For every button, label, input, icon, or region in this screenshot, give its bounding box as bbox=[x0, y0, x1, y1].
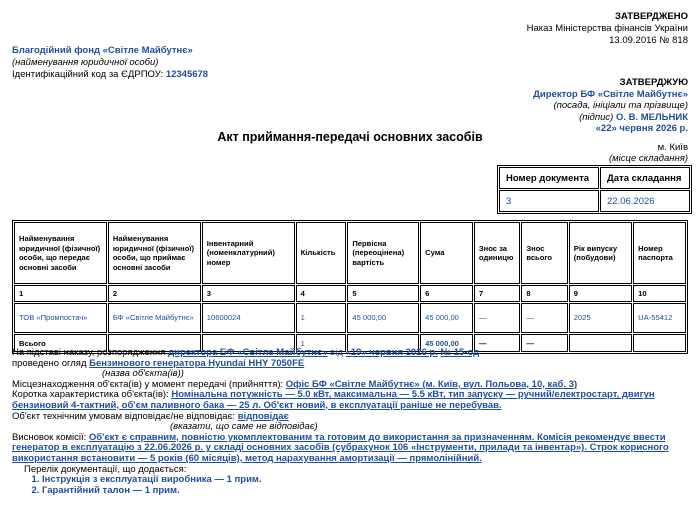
basis-date: «19» червня 2026 р. bbox=[345, 347, 438, 358]
condition-line bbox=[12, 412, 692, 423]
approval-stamp bbox=[527, 11, 688, 47]
column-number: 5 bbox=[347, 285, 419, 302]
signature-caption: (підпис) bbox=[579, 111, 614, 123]
column-number: 9 bbox=[569, 285, 632, 302]
basis-who: директора БФ «Світле Майбутнє» bbox=[168, 347, 328, 358]
column-number: 10 bbox=[633, 285, 686, 302]
row-wear-unit: — bbox=[474, 303, 520, 333]
date-header: Дата складання bbox=[600, 167, 690, 189]
document-city-caption: (місце складання) bbox=[609, 153, 688, 164]
docs-title: Перелік документації, що додається: bbox=[24, 463, 187, 475]
row-sender: ТОВ «Промпостач» bbox=[14, 303, 107, 333]
number-header: Номер документа bbox=[499, 167, 599, 189]
document-title: Акт приймання-передачі основних засобів bbox=[217, 130, 483, 144]
basis-prefix: На підставі наказу, розпорядження bbox=[12, 347, 166, 358]
approved-order: Наказ Міністерства фінансів України bbox=[526, 23, 688, 34]
organization-code: 12345678 bbox=[165, 69, 209, 80]
condition-value: відповідає bbox=[237, 410, 289, 422]
total-quantity: 1 bbox=[296, 334, 347, 352]
row-passport: UA-55412 bbox=[633, 303, 686, 333]
conclusion-text-3: використання встановити — 5 років (60 місяців), метод нарахування амортизації — прямолінійний. bbox=[12, 452, 482, 464]
row-receiver: БФ «Світле Майбутнє» bbox=[108, 303, 201, 333]
organization-code-label: Ідентифікаційний код за ЄДРПОУ: bbox=[12, 69, 164, 80]
total-sum: 45 000,00 bbox=[420, 334, 473, 352]
location-value: Офіс БФ «Світле Майбутнє» (м. Київ, вул. Польова, 10, каб. 3) bbox=[285, 378, 578, 390]
table-header: Кількість bbox=[296, 222, 347, 284]
confirm-block bbox=[533, 77, 688, 135]
object-caption: (назва об'єкта(ів)) bbox=[102, 368, 184, 380]
row-wear-total: — bbox=[521, 303, 567, 333]
place-block bbox=[609, 142, 688, 164]
table-header: Інвентарний (номенклатурний) номер bbox=[202, 222, 295, 284]
column-number: 8 bbox=[521, 285, 567, 302]
document-number-table bbox=[497, 165, 692, 214]
basis-from: від bbox=[330, 347, 343, 358]
confirm-position-caption: (посада, ініціали та прізвище) bbox=[553, 100, 688, 111]
assets-table bbox=[12, 220, 688, 354]
spec-text-1: Номінальна потужність — 5.0 кВт, максимальна — 5.5 кВт, тип запуску — ручний/електростарт, двигун bbox=[171, 389, 655, 401]
total-label: Всього bbox=[14, 334, 107, 352]
row-quantity: 1 bbox=[296, 303, 347, 333]
document-number: 3 bbox=[499, 190, 599, 212]
table-header: Знос всього bbox=[521, 222, 567, 284]
spec-prefix: Коротка характеристика об'єкта(ів): bbox=[12, 389, 169, 401]
table-header: Сума bbox=[420, 222, 473, 284]
table-header: Знос за одиницю bbox=[474, 222, 520, 284]
row-initial-cost: 45 000,00 bbox=[347, 303, 419, 333]
approved-title: ЗАТВЕРДЖЕНО bbox=[614, 11, 688, 22]
row-sum: 45 000,00 bbox=[420, 303, 473, 333]
table-row bbox=[14, 303, 686, 333]
total-wear-unit: — bbox=[474, 334, 520, 352]
inspect-object: Бензинового генератора Hyundai HHY 7050FE bbox=[89, 357, 305, 369]
location-prefix: Місцезнаходження об'єкта(ів) у момент передачі (прийняття): bbox=[12, 378, 284, 390]
organization-block bbox=[12, 45, 208, 81]
column-number: 7 bbox=[474, 285, 520, 302]
organization-name-caption: (найменування юридичної особи) bbox=[12, 57, 159, 68]
table-header: Рік випуску (побудови) bbox=[569, 222, 632, 284]
table-header: Найменування юридичної (фізичної) особи, що приймає основні засоби bbox=[108, 222, 201, 284]
table-header: Найменування юридичної (фізичної) особи, що передає основні засоби bbox=[14, 222, 107, 284]
document-city: м. Київ bbox=[657, 142, 688, 153]
column-number: 1 bbox=[14, 285, 107, 302]
spec-text-2: бензиновий 4-тактний, об'єм паливного бака — 25 л. Об'єкт новий, в експлуатації раніше не перебував. bbox=[12, 399, 502, 411]
approved-date: 13.09.2016 № 818 bbox=[609, 35, 688, 46]
column-number: 4 bbox=[296, 285, 347, 302]
confirm-title: ЗАТВЕРДЖУЮ bbox=[619, 77, 688, 88]
document-date: 22.06.2026 bbox=[600, 190, 690, 212]
docs-list bbox=[12, 475, 692, 496]
inspect-prefix: проведено огляд bbox=[12, 357, 87, 369]
conclusion-text-1: Об'єкт є справним, повністю укомплектованим та готовим до використання за призначенням. Комісія рекомендує ввести bbox=[88, 431, 666, 443]
confirm-date: «22» червня 2026 р. bbox=[595, 123, 688, 134]
condition-prefix: Об'єкт технічним умовам відповідає/не відповідає: bbox=[12, 410, 236, 422]
confirm-name: О. В. МЕЛЬНИК bbox=[615, 111, 688, 123]
column-number: 3 bbox=[202, 285, 295, 302]
conclusion-prefix: Висновок комісії: bbox=[12, 431, 87, 443]
table-header: Номер паспорта bbox=[633, 222, 686, 284]
row-inventory-number: 10600024 bbox=[202, 303, 295, 333]
act-body bbox=[12, 348, 692, 496]
row-year: 2025 bbox=[569, 303, 632, 333]
conclusion-text-2: генератор в експлуатацію з 22.06.2026 р. у складі основних засобів (субрахунок 106 «Інструменти, прилади та інвентар»). Строк корисного bbox=[12, 442, 669, 454]
list-item: 1. Інструкція з експлуатації виробника — 1 прим. bbox=[42, 475, 692, 486]
organization-name: Благодійний фонд «Світле Майбутнє» bbox=[12, 45, 193, 56]
organization-code-line bbox=[12, 69, 208, 81]
confirm-position: Директор БФ «Світле Майбутнє» bbox=[533, 88, 688, 100]
list-item: 2. Гарантійний талон — 1 прим. bbox=[42, 486, 692, 497]
table-header: Первісна (переоцінена) вартість bbox=[347, 222, 419, 284]
column-number: 2 bbox=[108, 285, 201, 302]
column-number: 6 bbox=[420, 285, 473, 302]
basis-number: № 15-од bbox=[440, 347, 480, 358]
condition-caption: (вказати, що саме не відповідає) bbox=[170, 421, 318, 433]
confirm-signature-line bbox=[533, 112, 688, 124]
total-wear-total: — bbox=[521, 334, 567, 352]
